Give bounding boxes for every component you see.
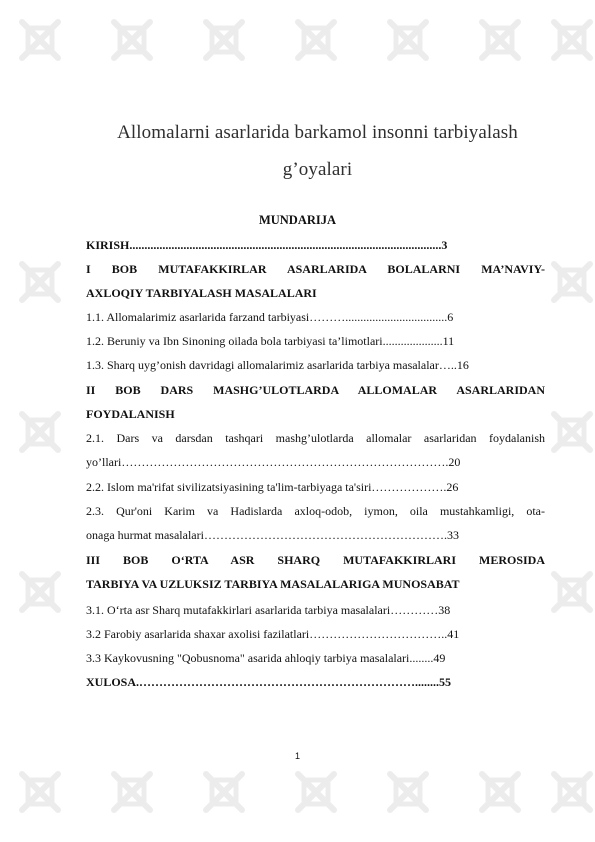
toc-chapter-3-line-2[interactable]: TARBIYA VA UZLUKSIZ TARBIYA MASALALARIGA MUNOSABAT <box>86 577 460 591</box>
toc-section-1-1[interactable]: 1.1. Allomalarimiz asarlarida farzand tarbiyasi………..................................6 <box>86 310 454 324</box>
toc-section-2-1-line-1[interactable]: 2.1. Dars va darsdan tashqari mashg’ulotlarda allomalar asarlaridan foydalanish <box>86 431 545 445</box>
toc-section-2-1-line-2[interactable]: yo’llari……………………………………………………………………….20 <box>86 455 461 469</box>
toc-section-1-3[interactable]: 1.3. Sharq uyg’onish davridagi allomalarimiz asarlarida tarbiya masalalar…..16 <box>86 358 469 372</box>
toc-section-3-2[interactable]: 3.2 Farobiy asarlarida shaxar axolisi fazilatlari……………………………..41 <box>86 627 460 641</box>
toc-entry-xulosa[interactable]: XULOSA.……………………………………………………………........55 <box>86 675 452 689</box>
toc-section-1-2[interactable]: 1.2. Beruniy va Ibn Sinoning oilada bola tarbiyasi ta’limotlari....................11 <box>86 334 455 348</box>
toc-chapter-3-line-1[interactable]: III BOB O‘RTA ASR SHARQ MUTAFAKKIRLARI MEROSIDA <box>86 553 545 567</box>
page-number: 1 <box>294 751 300 761</box>
contents-heading: MUNDARIJA <box>258 213 337 227</box>
toc-section-2-2[interactable]: 2.2. Islom ma'rifat sivilizatsiyasining ta'lim-tarbiyaga ta'siri……………….26 <box>86 480 459 494</box>
toc-chapter-2-line-1[interactable]: II BOB DARS MASHG’ULOTLARDA ALLOMALAR ASARLARIDAN <box>86 383 545 397</box>
document-title-line-2: g’oyalari <box>282 159 353 180</box>
toc-chapter-1-line-2[interactable]: AXLOQIY TARBIYALASH MASALALARI <box>86 286 317 300</box>
toc-entry-kirish[interactable]: KIRISH........................................................................................................3 <box>86 238 448 252</box>
toc-section-3-3[interactable]: 3.3 Kaykovusning "Qobusnoma" asarida ahloqiy tarbiya masalalari........49 <box>86 651 446 665</box>
toc-chapter-2-line-2[interactable]: FOYDALANISH <box>86 407 175 421</box>
toc-section-2-3-line-2[interactable]: onaga hurmat masalalari…………………………………………………….33 <box>86 528 459 542</box>
toc-chapter-1-line-1[interactable]: I BOB MUTAFAKKIRLAR ASARLARIDA BOLALARNI MA’NAVIY- <box>86 262 545 276</box>
toc-section-3-1[interactable]: 3.1. O‘rta asr Sharq mutafakkirlari asarlarida tarbiya masalalari…………38 <box>86 603 451 617</box>
document-title-line-1: Allomalarni asarlarida barkamol insonni tarbiyalash <box>117 122 518 143</box>
toc-section-2-3-line-1[interactable]: 2.3. Qur'oni Karim va Hadislarda axloq-odob, iymon, oila mustahkamligi, ota- <box>86 504 545 518</box>
